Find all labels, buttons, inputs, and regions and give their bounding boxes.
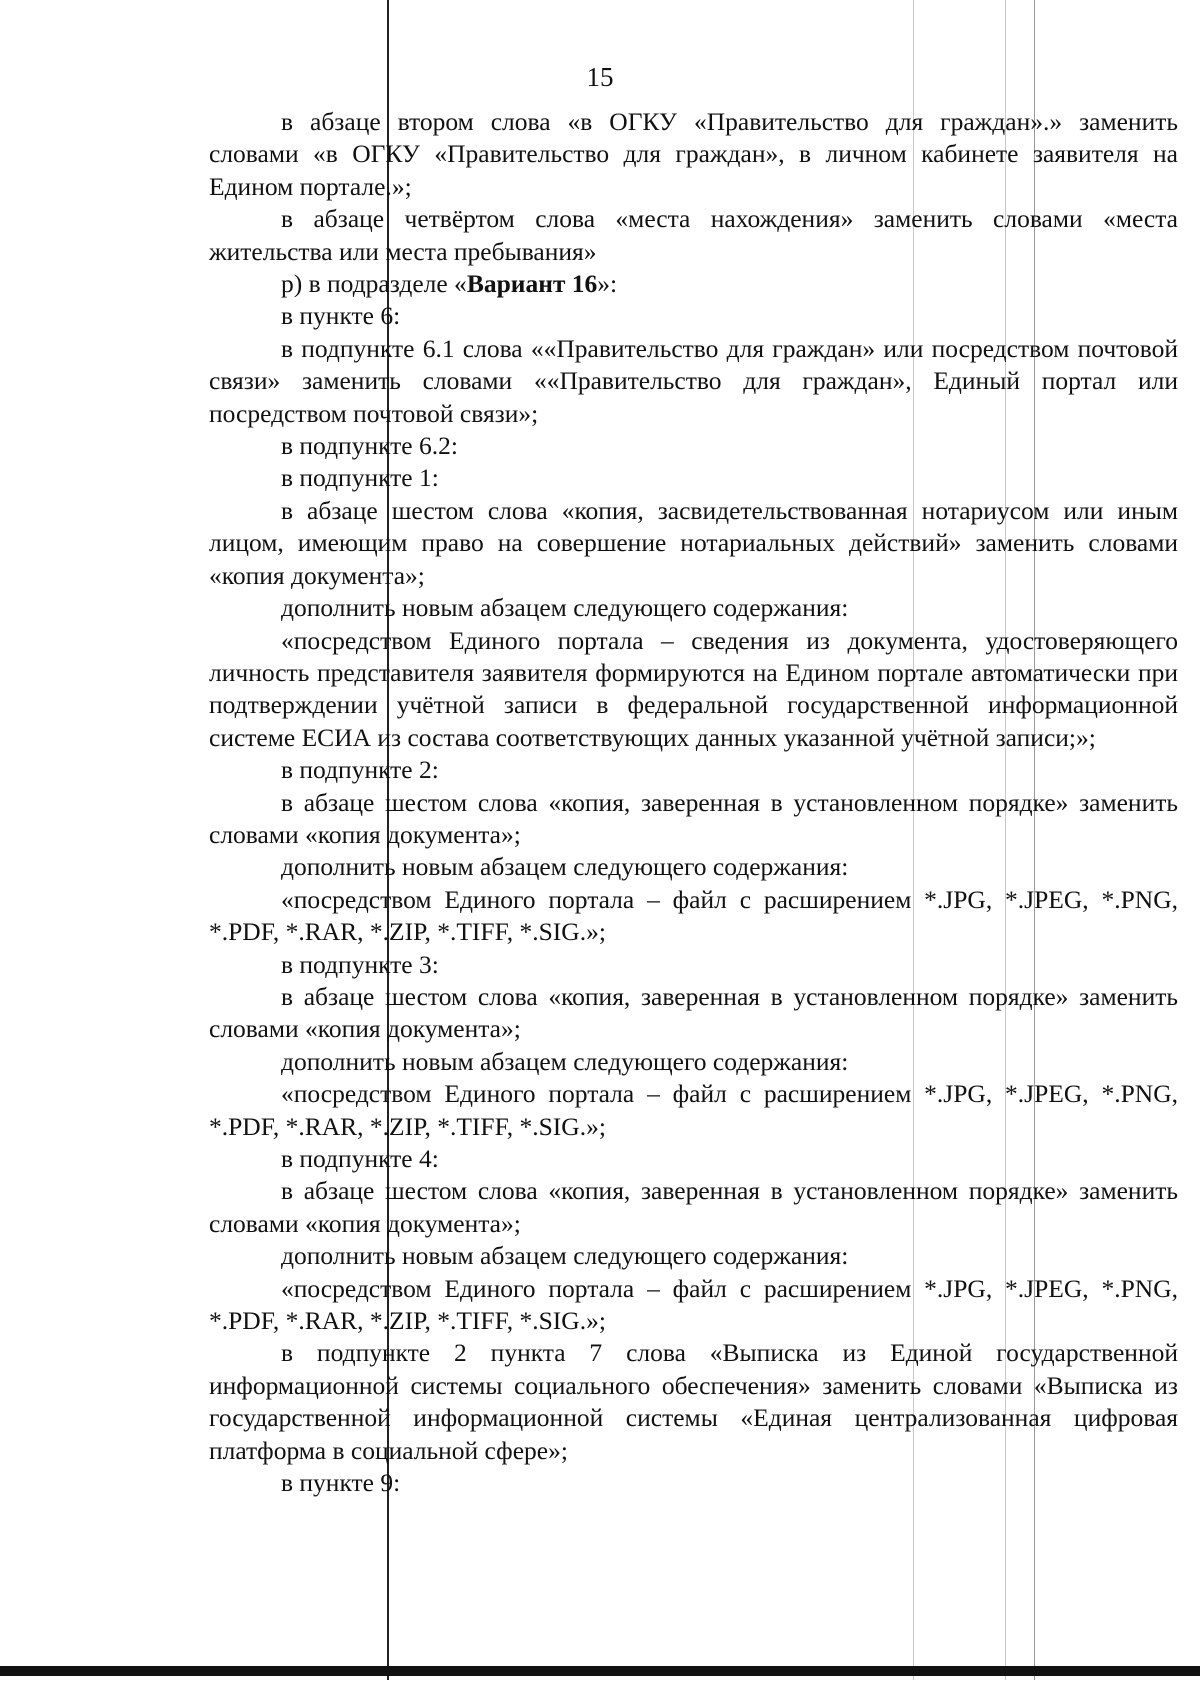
paragraph: в абзаце шестом слова «копия, заверенная в установленном порядке» заменить словами «копия документа»;	[209, 1176, 1178, 1238]
paragraph: в подпункте 1:	[281, 463, 439, 493]
paragraph: «посредством Единого портала – файл с расширением *.JPG, *.JPEG, *.PNG, *.PDF, *.RAR, *.ZIP, *.TIFF, *.SIG.»;	[209, 884, 1178, 947]
paragraph: в абзаце шестом слова «копия, заверенная в установленном порядке» заменить словами «копия документа»;	[209, 981, 1178, 1044]
variant-heading: р) в подразделе «Вариант 16»:	[281, 269, 618, 299]
paragraph: в абзаце четвёртом слова «места нахождения» заменить словами «места жительства или места пребывания»	[209, 204, 1178, 266]
paragraph: в подпункте 4:	[281, 1144, 439, 1173]
paragraph: в подпункте 2:	[281, 755, 439, 785]
paragraph: в абзаце шестом слова «копия, засвидетельствованная нотариусом или иным лицом, имеющим право на совершение нотариальных действий» заменить словами «копия документа»;	[209, 495, 1178, 590]
paragraph: в абзаце шестом слова «копия, заверенная в установленном порядке» заменить словами «копия документа»;	[209, 787, 1178, 849]
paragraph: в пункте 6:	[281, 301, 401, 331]
variant-heading-bold: Вариант 16	[466, 269, 598, 299]
paragraph: дополнить новым абзацем следующего содержания:	[281, 1241, 849, 1271]
scan-bottom-border	[0, 1666, 1200, 1676]
document-body	[209, 106, 1178, 1499]
paragraph: дополнить новым абзацем следующего содержания:	[281, 1046, 849, 1076]
paragraph: в подпункте 6.2:	[281, 431, 458, 461]
paragraph: в подпункте 3:	[281, 949, 439, 979]
paragraph: «посредством Единого портала – файл с расширением *.JPG, *.JPEG, *.PNG, *.PDF, *.RAR, *.ZIP, *.TIFF, *.SIG.»;	[209, 1079, 1178, 1141]
paragraph: в пункте 9:	[281, 1468, 401, 1498]
paragraph: в подпункте 6.1 слова ««Правительство для граждан» или посредством почтовой связи» заменить словами ««Правительство для граждан», Единый портал или посредством почтовой связи»;	[209, 333, 1178, 428]
paragraph: «посредством Единого портала – сведения из документа, удостоверяющего личность представителя заявителя формируются на Едином портале автоматически при подтверждении учётной записи в федеральной государственной информационной системе ЕСИА из состава соответствующих данных указанной учётной записи;»;	[209, 625, 1178, 752]
paragraph: в абзаце втором слова «в ОГКУ «Правительство для граждан».» заменить словами «в ОГКУ «Правительство для граждан», в личном кабинете заявителя на Едином портале.»;	[209, 107, 1178, 201]
paragraph: дополнить новым абзацем следующего содержания:	[281, 593, 849, 623]
paragraph: «посредством Единого портала – файл с расширением *.JPG, *.JPEG, *.PNG, *.PDF, *.RAR, *.ZIP, *.TIFF, *.SIG.»;	[209, 1273, 1178, 1336]
paragraph: дополнить новым абзацем следующего содержания:	[281, 852, 849, 882]
paragraph: в подпункте 2 пункта 7 слова «Выписка из Единой государственной информационной системы социального обеспечения» заменить словами «Выписка из государственной информационной системы «Единая централизованная цифровая платформа в социальной сфере»;	[209, 1338, 1178, 1465]
page-number: 15	[586, 62, 614, 92]
